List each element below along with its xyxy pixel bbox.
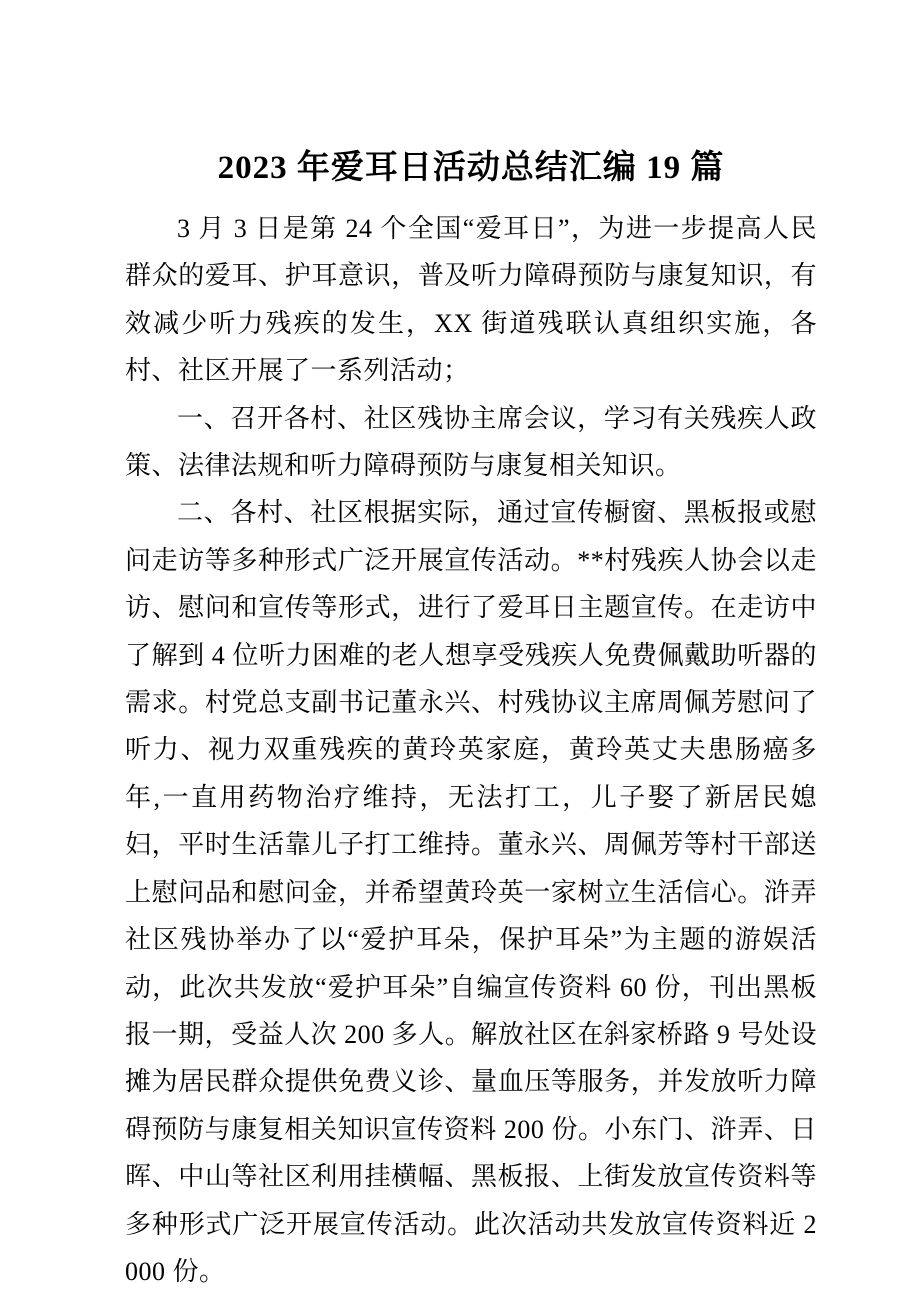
paragraph-item-two: 二、各村、社区根据实际，通过宣传橱窗、黑板报或慰问走访等多种形式广泛开展宣传活动。**村残疾人协会以走访、慰问和宣传等形式，进行了爱耳日主题宣传。在走访中了解到 4 位听力困难的老人想享受残疾人免费佩戴助听器的需求。村党总支副书记董永兴、村残协议主席周佩芳慰问了听力、视力双重残疾的黄玲英家庭，黄玲英丈夫患肠癌多年,一直用药物治疗维持，无法打工，儿子娶了新居民媳妇，平时生活靠儿子打工维持。董永兴、周佩芳等村干部送上慰问品和慰问金，并希望黄玲英一家树立生活信心。浒弄社区残协举办了以“爱护耳朵，保护耳朵”为主题的游娱活动，此次共发放“爱护耳朵”自编宣传资料 60 份，刊出黑板报一期，受益人次 200 多人。解放社区在斜家桥路 9 号处设摊为居民群众提供免费义诊、量血压等服务，并发放听力障碍预防与康复相关知识宣传资料 200 份。小东门、浒弄、日晖、中山等社区利用挂横幅、黑板报、上街发放宣传资料等多种形式广泛开展宣传活动。此次活动共发放宣传资料近 2000 份。 — [125, 498, 817, 1286]
paragraph-intro: 3 月 3 日是第 24 个全国“爱耳日”，为进一步提高人民群众的爱耳、护耳意识，普及听力障碍预防与康复知识，有效减少听力残疾的发生，XX 街道残联认真组织实施，各村、社区开展了一系列活动； — [125, 214, 817, 386]
document-title: 2023 年爱耳日活动总结汇编 19 篇 — [217, 150, 725, 186]
document-body — [125, 205, 817, 1295]
paragraph-item-one: 一、召开各村、社区残协主席会议，学习有关残疾人政策、法律法规和听力障碍预防与康复相关知识。 — [125, 403, 817, 481]
